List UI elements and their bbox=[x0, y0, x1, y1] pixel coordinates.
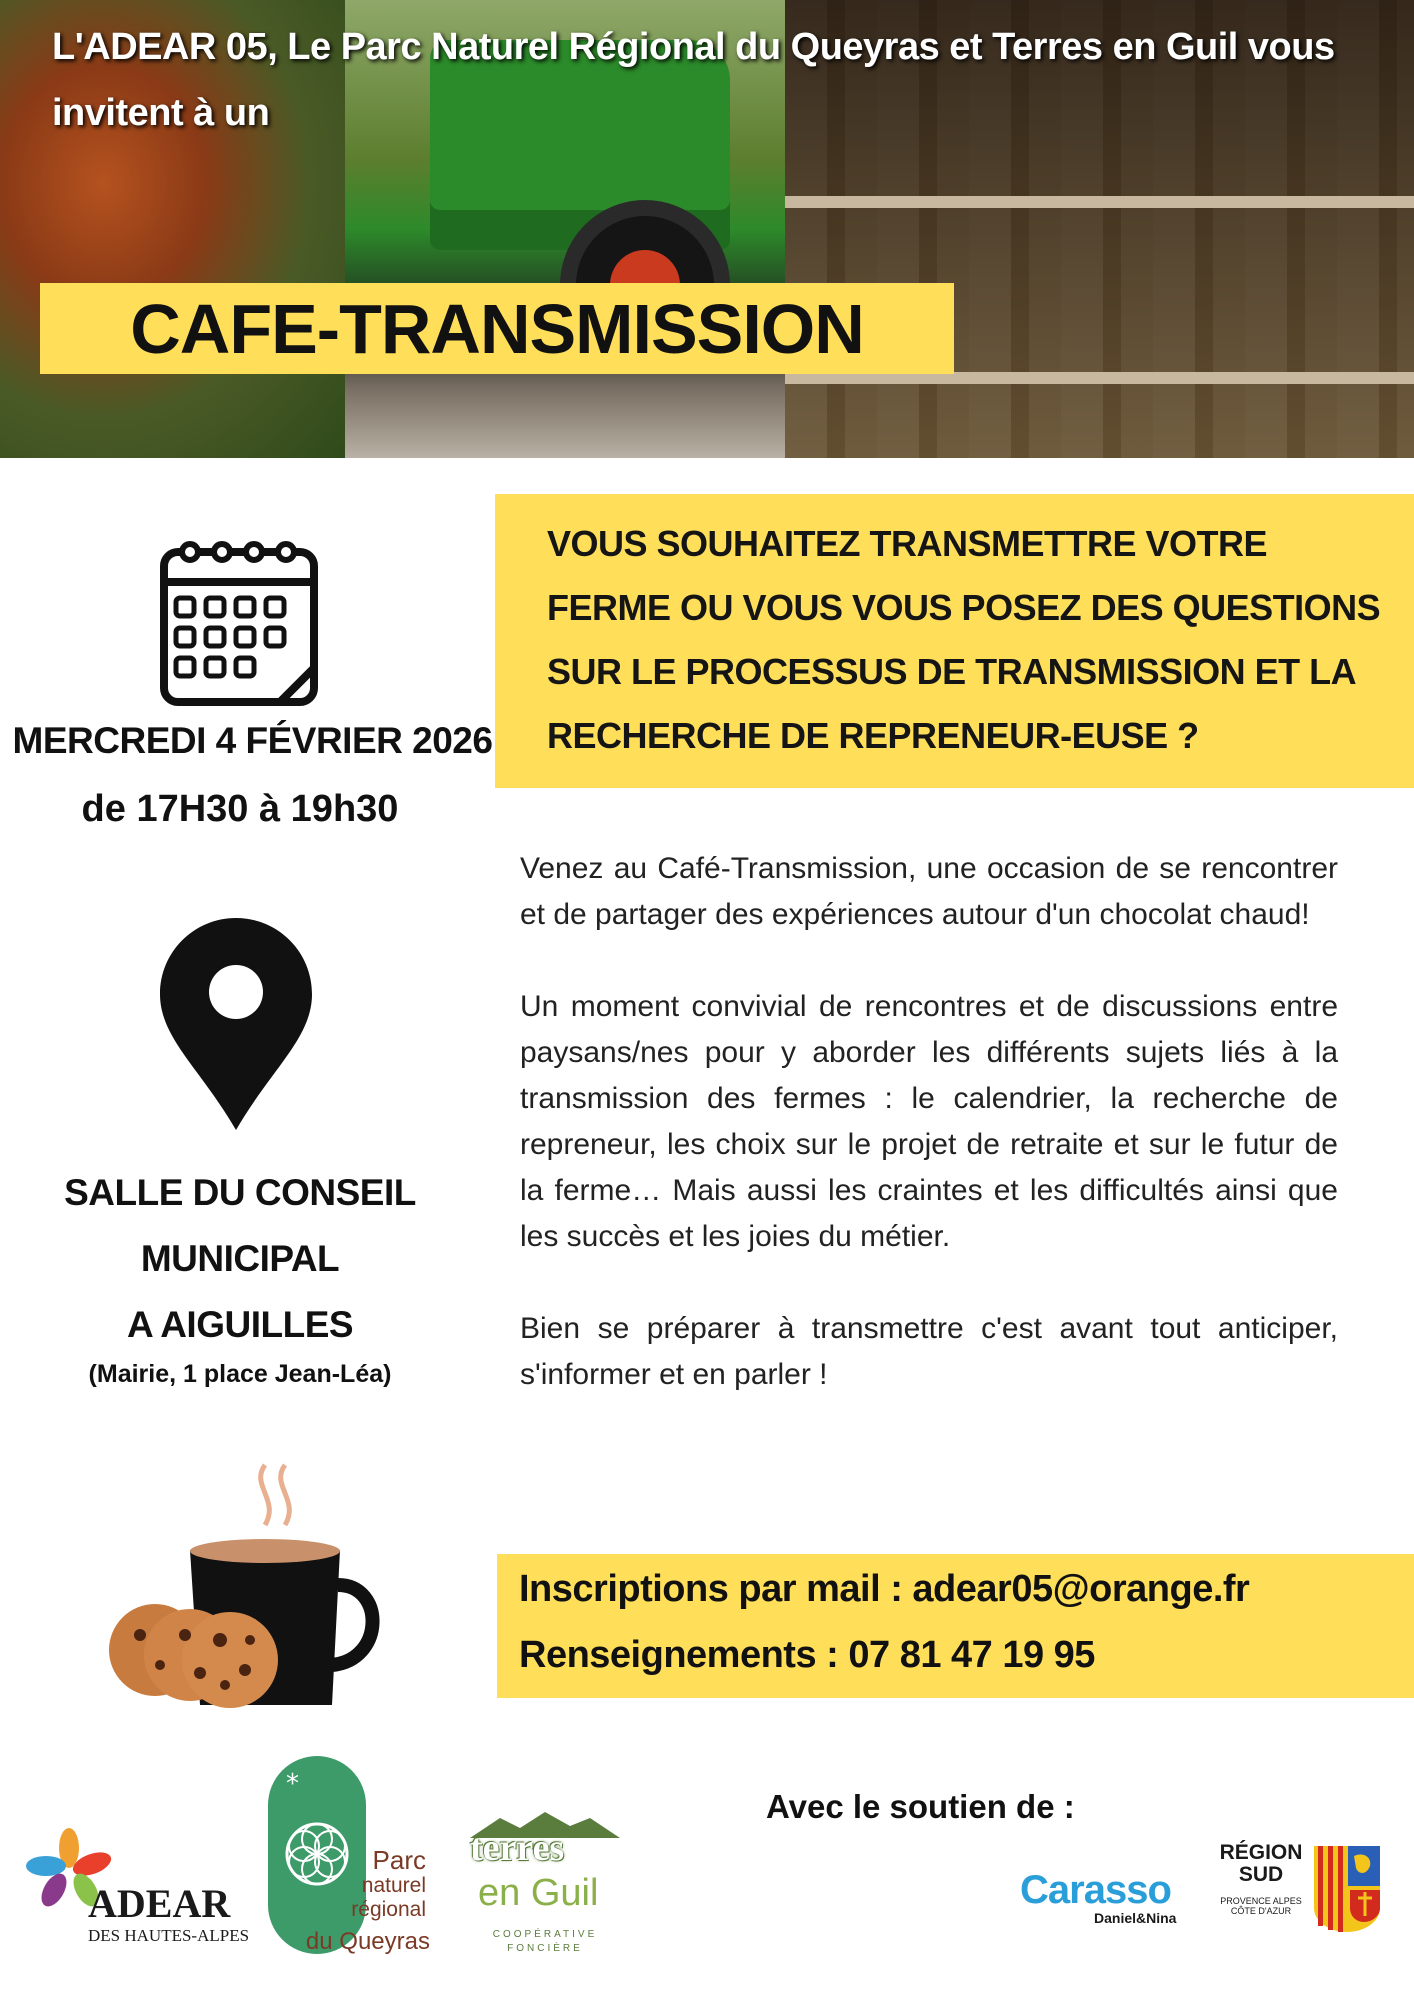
pnr-text bbox=[334, 1846, 426, 1922]
venue-address: (Mairie, 1 place Jean-Léa) bbox=[88, 1360, 392, 1388]
contact-box bbox=[497, 1554, 1414, 1698]
teg-coop: COOPÉRATIVE FONCIÈRE bbox=[492, 1929, 598, 1954]
intro-text: L'ADEAR 05, Le Parc Naturel Régional du Queyras et Terres en Guil vous invitent à un bbox=[52, 26, 1335, 134]
paragraph: Venez au Café-Transmission, une occasion de se rencontrer et de partager des expériences autour d'un chocolat chaud! bbox=[520, 852, 1338, 931]
carasso-logo: Carasso bbox=[1020, 1868, 1171, 1912]
region-sud-name bbox=[1216, 1842, 1306, 1886]
region-line: SUD bbox=[1238, 1863, 1284, 1886]
adear-name: ADEAR bbox=[88, 1881, 231, 1926]
venue-line: MUNICIPAL bbox=[140, 1238, 340, 1279]
carasso-sub: Daniel&Nina bbox=[1094, 1910, 1177, 1926]
svg-text:*: * bbox=[286, 1769, 299, 1799]
event-date: MERCREDI 4 FÉVRIER 2026 bbox=[12, 720, 493, 761]
region-flag-icon bbox=[1314, 1846, 1380, 1932]
email-line: Inscriptions par mail : adear05@orange.fr bbox=[519, 1568, 1250, 1610]
header-banner bbox=[0, 0, 1414, 458]
location-pin-icon bbox=[160, 918, 312, 1130]
pnr-line: Parc bbox=[372, 1845, 426, 1875]
feeder-rail bbox=[785, 196, 1414, 208]
calendar-icon bbox=[160, 534, 322, 710]
venue-name bbox=[20, 1160, 460, 1358]
page-title: CAFE-TRANSMISSION bbox=[130, 290, 864, 368]
question-text: VOUS SOUHAITEZ TRANSMETTRE VOTRE FERME OU VOUS VOUS POSEZ DES QUESTIONS SUR LE PROCESSUS DE TRANSMISSION ET LA RECHERCHE DE REPRENEUR-EUSE ? bbox=[547, 523, 1381, 756]
description bbox=[520, 846, 1338, 1444]
venue-line: SALLE DU CONSEIL bbox=[64, 1172, 416, 1213]
adear-sub: DES HAUTES-ALPES bbox=[88, 1926, 250, 1945]
pnr-line: du Queyras bbox=[305, 1928, 430, 1955]
region-subtitle: PROVENCE ALPES CÔTE D'AZUR bbox=[1220, 1896, 1302, 1916]
phone-line: Renseignements : 07 81 47 19 95 bbox=[519, 1634, 1095, 1676]
venue-line: A AIGUILLES bbox=[126, 1304, 354, 1345]
region-line: RÉGION bbox=[1219, 1841, 1303, 1864]
pnr-line: régional bbox=[351, 1898, 426, 1921]
paragraph: Bien se préparer à transmettre c'est avant tout anticiper, s'informer et en parler ! bbox=[520, 1312, 1338, 1391]
coffee-mug-cookies-icon bbox=[100, 1455, 380, 1725]
event-time: de 17H30 à 19h30 bbox=[81, 788, 399, 830]
support-label: Avec le soutien de : bbox=[766, 1788, 1075, 1825]
teg-enguil: en Guil bbox=[478, 1872, 599, 1914]
teg-terres: terres bbox=[470, 1827, 565, 1869]
pnr-line: naturel bbox=[361, 1874, 426, 1897]
paragraph: Un moment convivial de rencontres et de discussions entre paysans/nes pour y aborder les différents sujets liés à la transmission des fermes : le calendrier, la recherche de repreneur, les choix sur le projet de retraite et sur le futur de la ferme… Mais aussi les craintes et les difficultés ainsi que les succès et les joies du métier. bbox=[520, 990, 1338, 1253]
title-bar bbox=[40, 283, 954, 374]
question-box bbox=[495, 494, 1414, 788]
